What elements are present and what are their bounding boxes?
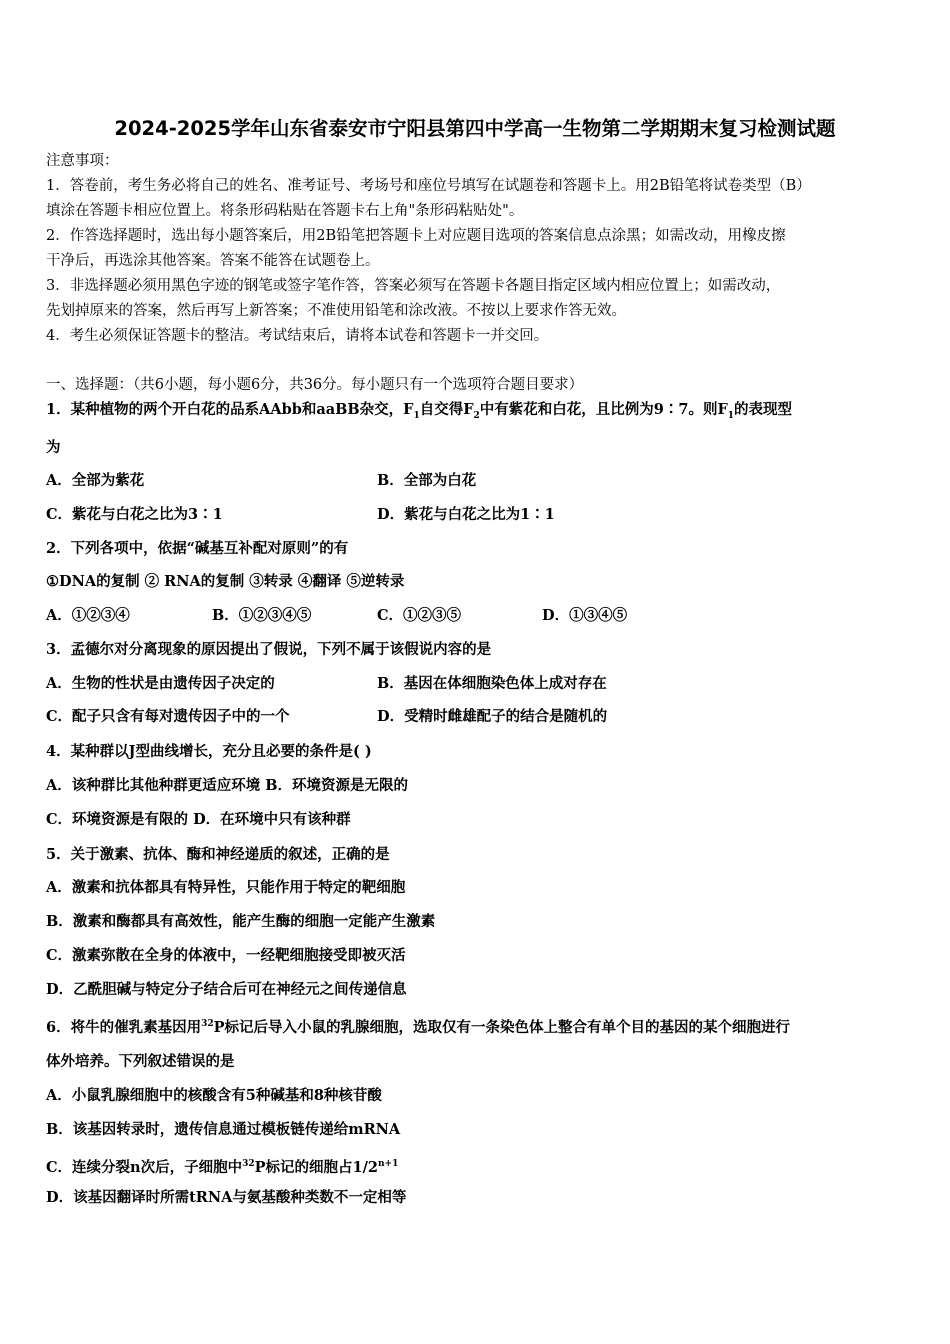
question-3-stem: 3．孟德尔对分离现象的原因提出了假说，下列不属于该假说内容的是 (46, 641, 492, 658)
q3-option-b: B．基因在体细胞染色体上成对存在 (377, 675, 607, 692)
q6-text: 6．将牛的催乳素基因用 (46, 1018, 202, 1036)
notes-heading: 注意事项： (46, 153, 119, 169)
question-2-stem: 2．下列各项中，依据“碱基互补配对原则”的有 (46, 540, 349, 557)
q6-option-d: D．该基因翻译时所需tRNA与氨基酸种类数不一定相等 (46, 1189, 407, 1206)
q1-sub: 1 (413, 410, 420, 421)
q3-option-d: D．受精时雌雄配子的结合是随机的 (377, 708, 608, 725)
note-line: 3．非选择题必须用黑色字迹的钢笔或签字笔作答，答案必须写在答题卡各题目指定区域内相应位置上；如需改动， (46, 278, 781, 294)
q6c-sup: n+1 (378, 1159, 399, 1169)
q5-option-a: A．激素和抗体都具有特异性，只能作用于特定的靶细胞 (46, 879, 406, 896)
q1-sub: 1 (727, 410, 735, 421)
q1-text: 中有紫花和白花，且比例为9∶7。则F (479, 401, 728, 418)
page-title: 2024-2025学年山东省泰安市宁阳县第四中学高一生物第二学期期末复习检测试题 (114, 117, 836, 140)
q6-sup: 32 (201, 1019, 214, 1029)
q6-option-a: A．小鼠乳腺细胞中的核酸含有5种碱基和8种核苷酸 (46, 1087, 382, 1104)
q3-option-c: C．配子只含有每对遗传因子中的一个 (46, 708, 290, 725)
q5-option-b: B．激素和酶都具有高效性，能产生酶的细胞一定能产生激素 (46, 913, 436, 930)
q2-option-c: C．①②③⑤ (377, 607, 462, 624)
q2-items: ①DNA的复制 ② RNA的复制 ③转录 ④翻译 ⑤逆转录 (46, 573, 405, 590)
q2-option-a: A．①②③④ (46, 607, 130, 624)
question-6-continued: 体外培养。下列叙述错误的是 (46, 1053, 235, 1070)
q1-text: 自交得F (419, 401, 474, 418)
question-1-continued: 为 (46, 439, 61, 456)
note-line: 填涂在答题卡相应位置上。将条形码粘贴在答题卡右上角"条形码粘贴处"。 (46, 203, 524, 219)
q6-text: P标记后导入小鼠的乳腺细胞，选取仅有一条染色体上整合有单个目的基因的某个细胞进行 (213, 1018, 791, 1036)
question-5-stem: 5．关于激素、抗体、酶和神经递质的叙述，正确的是 (46, 846, 390, 863)
question-6-stem (46, 1014, 790, 1038)
q4-options-cd: C．环境资源是有限的 D．在环境中只有该种群 (46, 811, 351, 828)
q1-option-b: B．全部为白花 (377, 472, 477, 489)
q4-options-ab: A．该种群比其他种群更适应环境 B．环境资源是无限的 (46, 777, 409, 794)
note-line: 干净后，再选涂其他答案。答案不能答在试题卷上。 (46, 253, 380, 269)
q2-option-b: B．①②③④⑤ (212, 607, 312, 624)
q1-sub: 2 (473, 410, 480, 421)
question-1-stem (46, 400, 792, 426)
q3-option-a: A．生物的性状是由遗传因子决定的 (46, 675, 275, 692)
q6-option-b: B．该基因转录时，遗传信息通过模板链传递给mRNA (46, 1121, 401, 1138)
q5-option-c: C．激素弥散在全身的体液中，一经靶细胞接受即被灭活 (46, 947, 406, 964)
q6-option-c (46, 1154, 398, 1178)
section-heading: 一、选择题：（共6小题，每小题6分，共36分。每小题只有一个选项符合题目要求） (46, 377, 584, 393)
note-line: 1．答卷前，考生务必将自己的姓名、准考证号、考场号和座位号填写在试题卷和答题卡上。用2B铅笔将试卷类型（B） (46, 178, 811, 194)
q1-text: 的表现型 (734, 401, 793, 418)
q6c-sup: 32 (242, 1159, 255, 1169)
q1-option-a: A．全部为紫花 (46, 472, 145, 489)
q1-option-c: C．紫花与白花之比为3∶1 (46, 506, 223, 523)
question-4-stem: 4．某种群以J型曲线增长，充分且必要的条件是( ) (46, 743, 372, 760)
note-line: 2．作答选择题时，选出每小题答案后，用2B铅笔把答题卡上对应题目选项的答案信息点涂黑；如需改动，用橡皮擦 (46, 228, 786, 244)
q6c-text: C．连续分裂n次后，子细胞中 (46, 1158, 243, 1176)
q1-text: 1．某种植物的两个开白花的品系AAbb和aaBB杂交，F (46, 401, 414, 418)
note-line: 先划掉原来的答案，然后再写上新答案；不准使用铅笔和涂改液。不按以上要求作答无效。 (46, 303, 626, 319)
q2-option-d: D．①③④⑤ (542, 607, 628, 624)
note-line: 4．考生必须保证答题卡的整洁。考试结束后，请将本试卷和答题卡一并交回。 (46, 328, 549, 344)
q5-option-d: D．乙酰胆碱与特定分子结合后可在神经元之间传递信息 (46, 981, 407, 998)
q6c-text: P标记的细胞占1/2 (254, 1158, 379, 1176)
q1-option-d: D．紫花与白花之比为1∶1 (377, 506, 555, 523)
